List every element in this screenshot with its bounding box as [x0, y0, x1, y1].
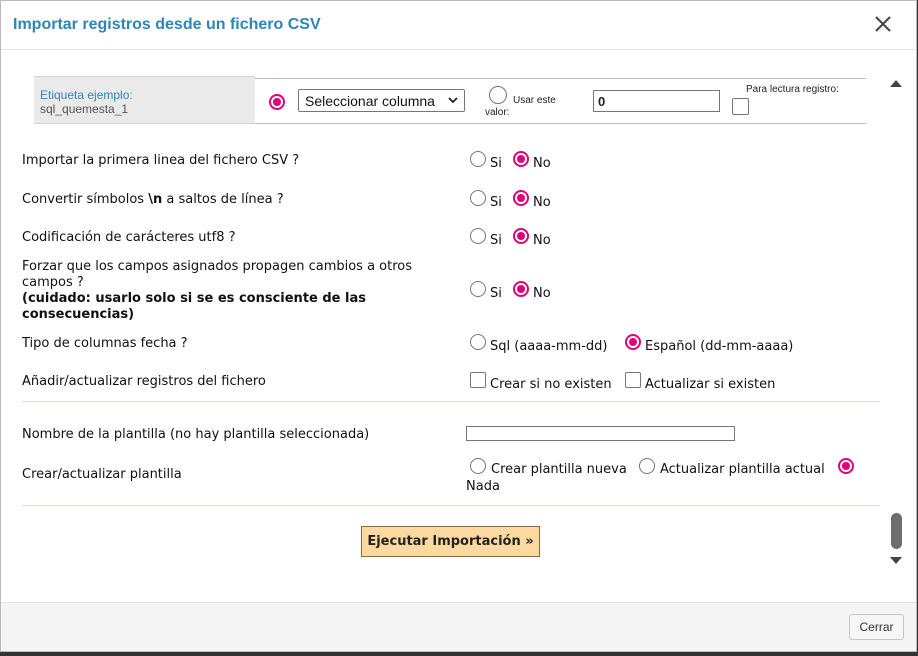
- dialog-title: Importar registros desde un fichero CSV: [13, 16, 321, 33]
- template-name-input[interactable]: [466, 426, 735, 441]
- use-value-label-2: valor:: [485, 107, 510, 118]
- date-es-label: Español (dd-mm-aaaa): [645, 339, 794, 354]
- encoding-no-label: No: [533, 233, 551, 248]
- scrollbar-thumb[interactable]: [891, 513, 902, 549]
- chevron-down-icon: [448, 95, 458, 105]
- row-divider-top: [255, 78, 866, 79]
- date-type-question: Tipo de columnas fecha ?: [22, 336, 188, 351]
- date-sql-label: Sql (aaaa-mm-dd): [490, 339, 608, 354]
- fixed-value-input[interactable]: 0: [593, 90, 720, 112]
- template-name-label: Nombre de la plantilla (no hay plantilla seleccionada): [22, 427, 370, 442]
- update-if-exists-label: Actualizar si existen: [645, 377, 776, 392]
- scroll-down-arrow-icon[interactable]: [890, 557, 902, 564]
- encoding-question: Codificación de carácteres utf8 ?: [22, 230, 236, 245]
- use-value-radio[interactable]: [489, 86, 507, 104]
- dialog-content: [1, 51, 917, 603]
- close-button[interactable]: Cerrar: [849, 614, 904, 640]
- template-update-label: Actualizar plantilla actual: [660, 462, 825, 477]
- lectura-checkbox[interactable]: [732, 98, 749, 115]
- propagate-warning-2: consecuencias): [22, 307, 135, 322]
- propagate-question-2: campos ?: [22, 275, 84, 290]
- encoding-yes-label: Si: [490, 233, 502, 248]
- template-new-label: Crear plantilla nueva: [491, 462, 627, 477]
- template-none-label: Nada: [466, 479, 500, 494]
- column-source-radio[interactable]: [269, 94, 285, 110]
- create-if-missing-checkbox[interactable]: [470, 372, 486, 388]
- column-select-value: Seleccionar columna: [305, 93, 435, 109]
- first-line-yes-label: Si: [490, 156, 502, 171]
- column-select[interactable]: [298, 89, 465, 112]
- field-label-cell: [34, 76, 255, 124]
- execute-import-button[interactable]: Ejecutar Importación »: [361, 526, 540, 557]
- template-none-radio[interactable]: [838, 458, 854, 474]
- first-line-no-label: No: [533, 156, 551, 171]
- update-if-exists-checkbox[interactable]: [625, 372, 641, 388]
- convert-pre: Convertir símbolos: [22, 192, 149, 207]
- propagate-no-radio[interactable]: [513, 281, 529, 297]
- section-divider-2: [22, 505, 879, 506]
- propagate-yes-label: Si: [490, 286, 502, 301]
- convert-no-label: No: [533, 195, 551, 210]
- use-value-label: Usar este: [513, 95, 556, 106]
- template-new-radio[interactable]: [470, 458, 486, 474]
- field-label: Etiqueta ejemplo:: [40, 88, 133, 102]
- template-update-radio[interactable]: [639, 458, 655, 474]
- template-action-label: Crear/actualizar plantilla: [22, 467, 182, 482]
- row-divider-bottom: [255, 123, 866, 124]
- dialog-titlebar: [1, 1, 916, 50]
- propagate-no-label: No: [533, 286, 551, 301]
- scroll-up-arrow-icon[interactable]: [890, 80, 902, 87]
- convert-newlines-question: [22, 192, 284, 207]
- add-update-question: Añadir/actualizar registros del fichero: [22, 374, 266, 389]
- dialog-footer: [1, 602, 916, 652]
- newline-code: \n: [148, 192, 163, 207]
- propagate-yes-radio[interactable]: [470, 281, 486, 297]
- close-icon[interactable]: [872, 13, 894, 35]
- convert-yes-radio[interactable]: [470, 190, 486, 206]
- first-line-no-radio[interactable]: [513, 151, 529, 167]
- date-sql-radio[interactable]: [470, 334, 486, 350]
- convert-post: a saltos de línea ?: [162, 192, 284, 207]
- field-name: sql_quemesta_1: [40, 102, 129, 116]
- propagate-question: Forzar que los campos asignados propagen cambios a otros: [22, 259, 413, 274]
- create-if-missing-label: Crear si no existen: [490, 377, 612, 392]
- convert-no-radio[interactable]: [513, 190, 529, 206]
- section-divider: [22, 401, 879, 402]
- convert-yes-label: Si: [490, 195, 502, 210]
- encoding-yes-radio[interactable]: [470, 228, 486, 244]
- date-es-radio[interactable]: [625, 334, 641, 350]
- lectura-label: Para lectura registro:: [746, 84, 839, 95]
- first-line-yes-radio[interactable]: [470, 151, 486, 167]
- first-line-question: Importar la primera linea del fichero CSV ?: [22, 153, 300, 168]
- propagate-warning: (cuidado: usarlo solo si se es consciente de las: [22, 291, 366, 306]
- encoding-no-radio[interactable]: [513, 228, 529, 244]
